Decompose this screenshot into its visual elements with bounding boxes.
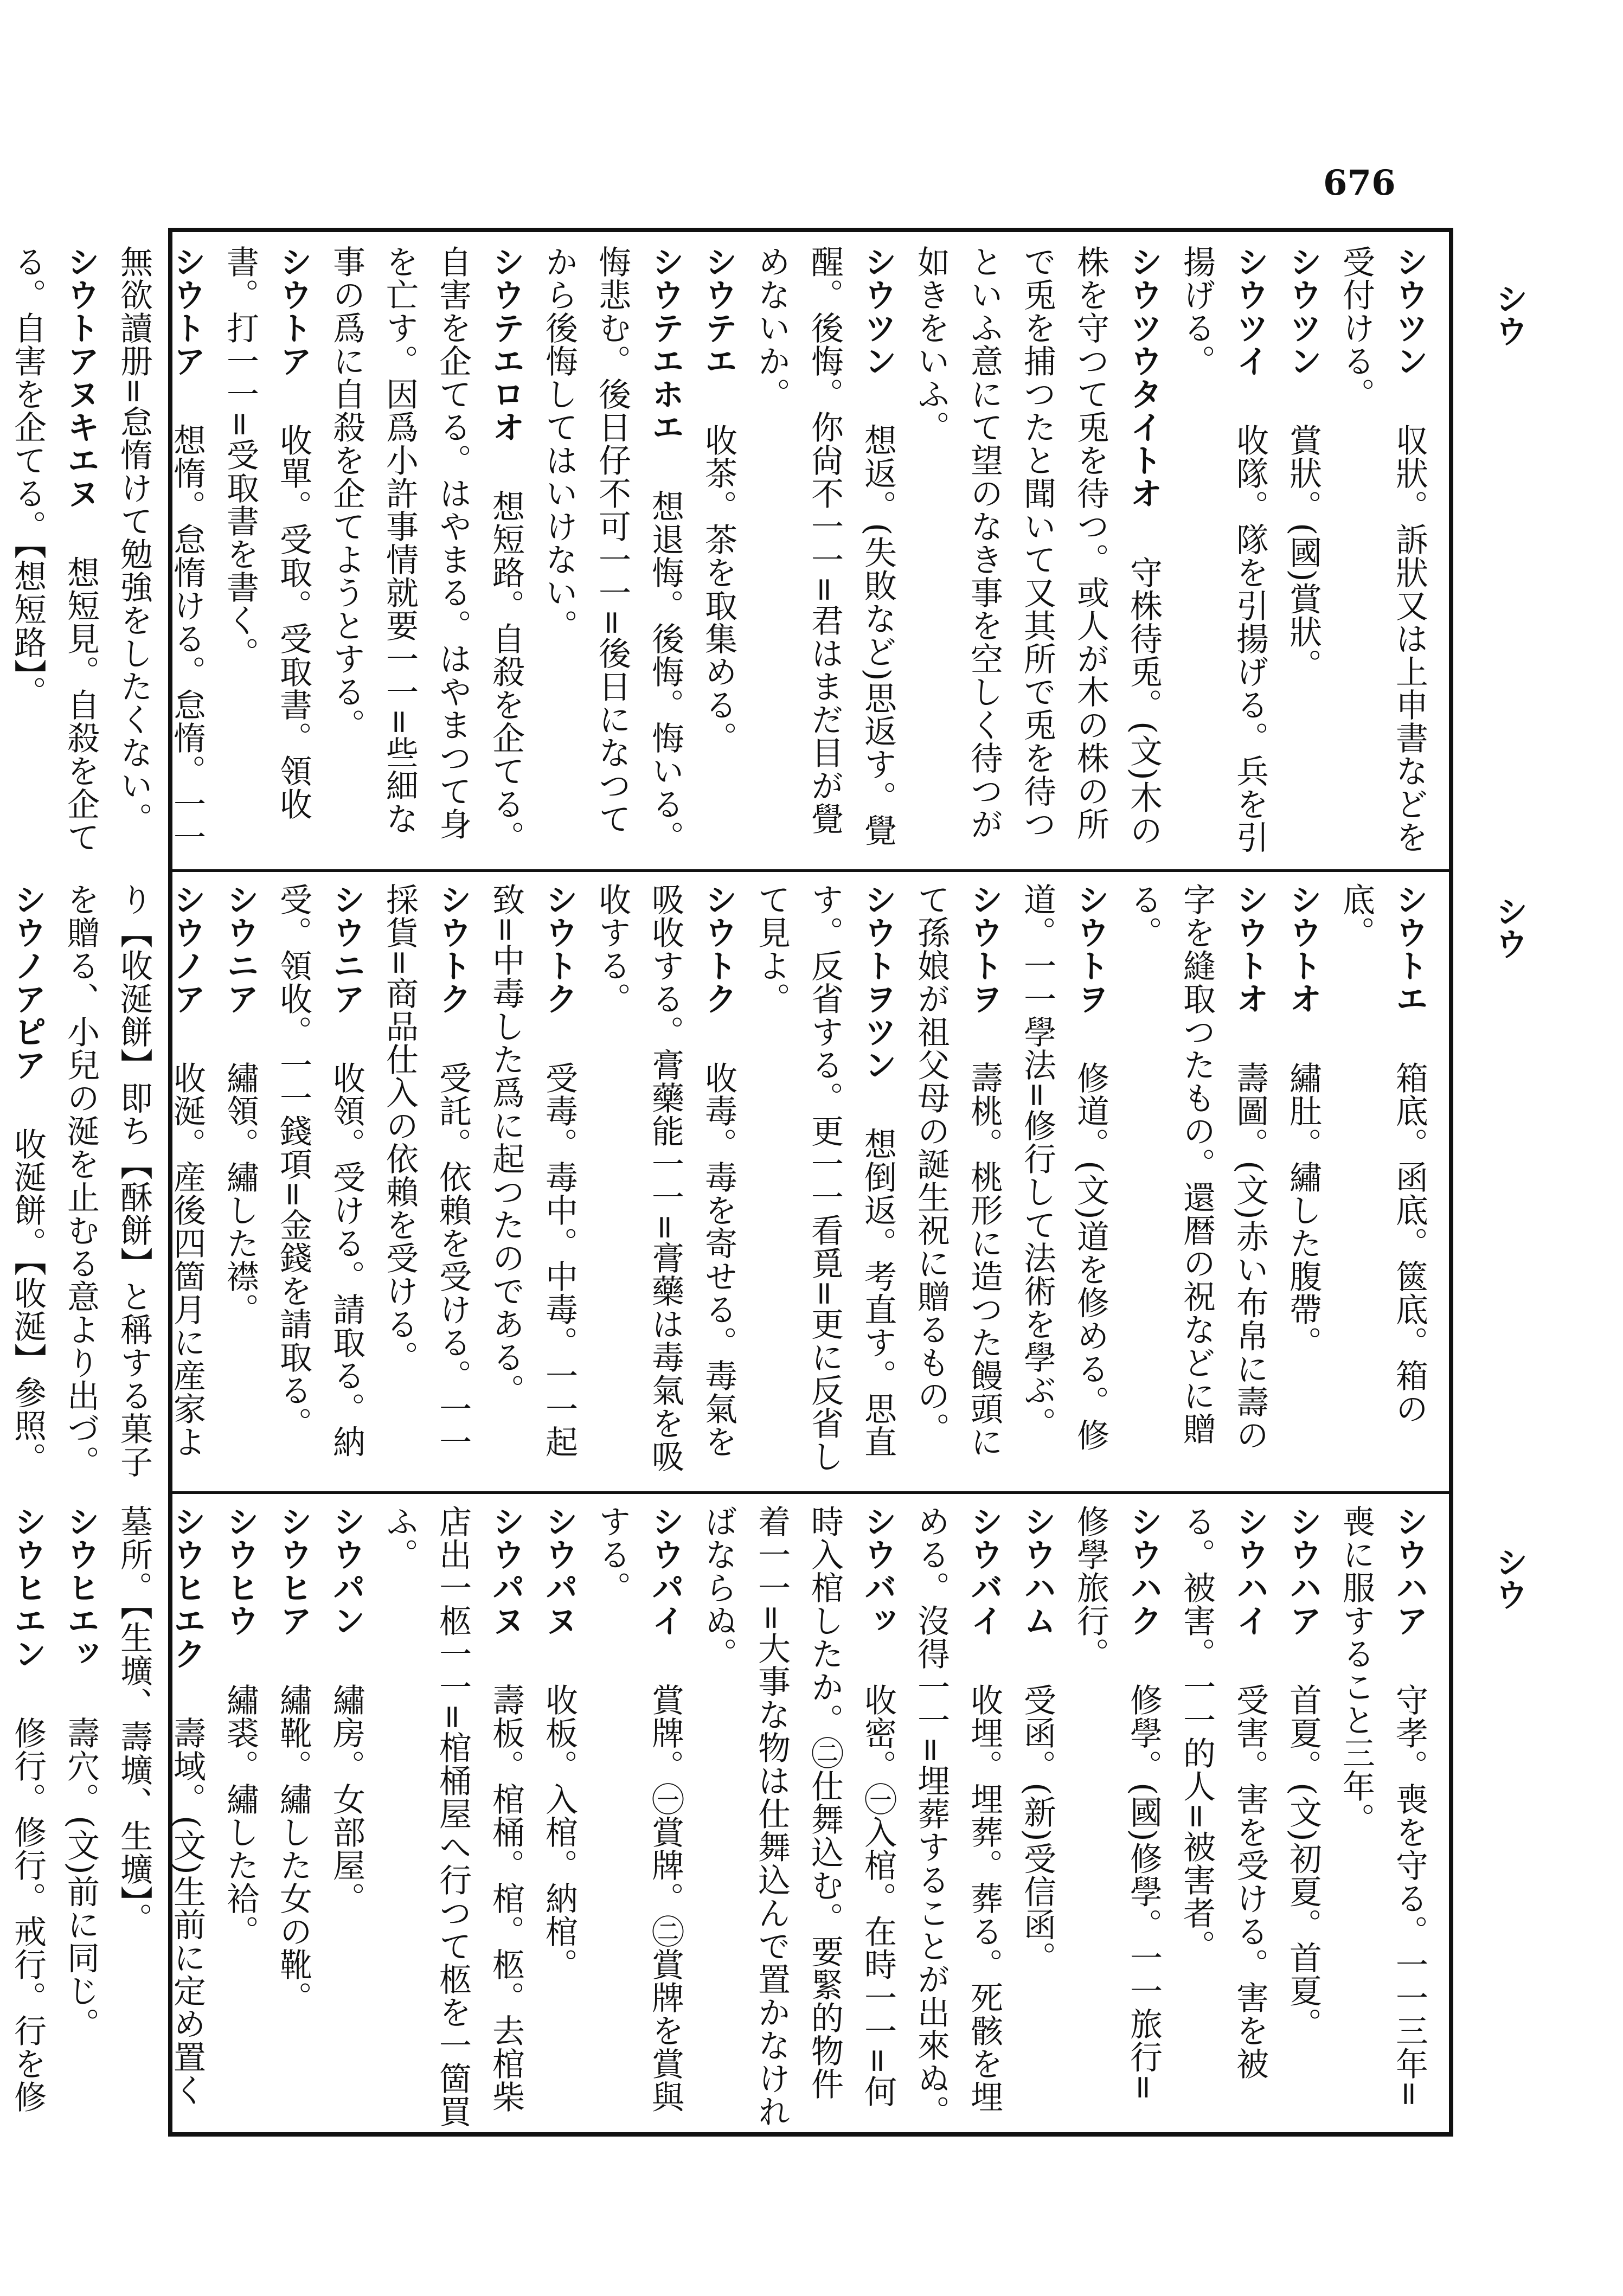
dictionary-entry [1276,245,1330,858]
entry-definition: 收單。受取。受取書。領收書。打一一=受取書を書く。 [221,245,312,820]
entry-headword: シウツン [1390,245,1428,377]
dictionary-frame [9,228,1453,2137]
dictionary-entry [1170,1505,1276,2128]
entry-definition: 想返。(失敗など)思返す。覺醒。後悔。你尙不一一=君はまだ目が覺めないか。 [753,245,897,847]
entry-definition: 想短路。自殺を企てる。自害を企てる。はやまる。はやまつて身を亡す。因爲小許事情就要一一=些細な事の爲に自殺を企てようとする。 [328,245,525,854]
entry-definition: 想倒返。考直す。思直す。反省する。更一一看覓=更に反省して見よ。 [753,883,897,1473]
entry-headword: シウトオ [1284,883,1322,1015]
dictionary-entry [1330,245,1436,858]
entry-definition: 箱底。函底。篋底。箱の底。 [1337,883,1428,1425]
entry-headword: シウヒア [274,1505,312,1637]
entry-definition: 收毒。毒を寄せる。毒氣を吸收する。膏藥能一一=膏藥は毒氣を吸收する。 [593,883,737,1473]
dictionary-entry [107,1505,214,2128]
entry-headword: シウトク [434,883,472,1015]
entry-headword: シウヒエッ [62,1505,100,1670]
entry-headword: シウトアヌキエヌ [62,245,100,510]
entry-definition: 收隊。隊を引揚げる。兵を引揚げる。 [1178,245,1269,854]
dictionary-entry [373,883,479,1479]
dictionary-entry [586,1505,692,2128]
entry-headword: シウテエロオ [487,245,525,444]
entry-headword: シウトオ [1231,883,1269,1015]
entry-headword: シウバイ [965,1505,1003,1637]
dictionary-entry [692,245,745,858]
entry-headword: シウテエ [700,245,737,377]
entry-headword: シウツン [1284,245,1322,377]
entry-headword: シウツン [859,245,897,377]
entry-definition: 守株待兎。(文)木の株を守つて兎を待つ。或人が木の株の所で兎を捕つたと聞いて又其所で兎を待つといふ意にて望のなき事を空しく待つが如きをいふ。 [912,245,1163,847]
entry-headword: シウパヌ [540,1505,578,1637]
entry-definition: 首夏。(文)初夏。首夏。 [1284,1683,1322,2041]
dictionary-entry [54,883,214,1479]
entry-definition: 收涎。産後四箇月に産家より【收涎餅】即ち【酥餅】と稱する菓子を贈る、小兒の涎を止むる意より出づ。 [62,883,206,1478]
dictionary-entry [107,245,214,858]
dictionary-entry [904,883,1011,1479]
dictionary-entry [267,883,373,1479]
entry-definition: 修道。(文)道を修める。修道。一一學法=修行して法術を學ぶ。 [1018,883,1109,1452]
dictionary-entry [320,1505,373,2128]
entry-definition: 收密。㊀入棺。在時一一=何時入棺したか。㊁仕舞込む。要緊的物件着一一=大事な物は仕舞込んで置かなければならぬ。 [700,1505,897,2128]
entry-definition: 賞牌。㊀賞牌。㊁賞牌を賞與する。 [593,1505,684,2113]
entry-headword: シウトエ [1390,883,1428,1015]
dictionary-entry [533,1505,586,2128]
dictionary-entry [1330,1505,1436,2128]
band-middle [9,883,1436,1479]
entry-headword: シウトク [700,883,737,1015]
entry-definition: 壽桃。桃形に造つた饅頭にて孫娘が祖父母の誕生祝に贈るもの。 [912,883,1003,1458]
entry-definition: 受託。依賴を受ける。一一採貨=商品仕入の依賴を受ける。 [381,883,472,1458]
entry-headword: シウハイ [1231,1505,1269,1637]
entry-definition: 受毒。毒中。中毒。一一起致=中毒した爲に起つたのである。 [487,883,578,1458]
entry-definition: 受害。害を受ける。害を被る。被害。一一的人=被害者。 [1178,1505,1269,2080]
entry-headword: シウヒエク [168,1505,206,1670]
entry-definition: 收涎餅。【收涎】參照。 [9,1127,47,1475]
entry-headword: シウパン [328,1505,365,1637]
band-top [9,245,1436,858]
dictionary-entry [214,245,320,858]
entry-headword: シウトア [274,245,312,377]
entry-definition: 壽穴。(文)前に同じ。 [62,1716,100,2041]
entry-headword: シウノア [168,883,206,1015]
entry-definition: 收埋。埋葬。葬る。死骸を埋める。沒得一一=埋葬することが出來ぬ。 [912,1505,1003,2128]
entry-headword: シウニア [221,883,259,1015]
entry-definition: 受函。(新)受信函。 [1018,1683,1056,1974]
dictionary-entry [267,1505,320,2128]
entry-headword: シウハム [1018,1505,1056,1637]
entry-definition: 修行。修行。戒行。行を修 [9,1716,47,2113]
dictionary-entry [1170,245,1276,858]
dictionary-entry [1011,883,1117,1479]
dictionary-entry [479,883,586,1479]
band-bottom [9,1505,1436,2128]
entry-definition: 收領。受ける。請取る。納受。領收。一一錢項=金錢を請取る。 [274,883,365,1458]
entry-definition: 修學。(國)修學。一一旅行=修學旅行。 [1072,1505,1163,2102]
dictionary-entry [1,245,107,858]
entry-headword: シウパイ [646,1505,684,1637]
entry-definition: 想短見。自殺を企てる。自害を企てる。【想短路】。 [9,245,100,854]
entry-definition: 繡裘。繡した袷。 [221,1683,259,1948]
entry-headword: シウパヌ [487,1505,525,1637]
dictionary-entry [1011,1505,1064,2128]
dictionary-entry [1,883,54,1479]
entry-headword: シウテエホエ [646,245,684,444]
entry-headword: シウヒエン [9,1505,47,1670]
entry-definition: 賞狀。(國)賞狀。 [1284,424,1322,682]
entry-definition: 守孝。喪を守る。一一三年=喪に服すること三年。 [1337,1505,1428,2108]
dictionary-entry [373,1505,533,2128]
dictionary-entry [54,1505,107,2128]
dictionary-entry [1117,883,1276,1479]
entry-headword: シウトヲ [965,883,1003,1015]
entry-definition: 繡靴。繡した女の靴。 [274,1683,312,2014]
dictionary-entry [0,1505,54,2128]
entry-definition: 壽域。(文)生前に定め置く墓所。【生壙、壽壙、生壙】。 [115,1505,206,2107]
page-number: 676 [1323,163,1396,203]
guide-word-middle: シウ [1490,895,1528,960]
entry-headword: シウニア [328,883,365,1015]
entry-definition: 收茶。茶を取集める。 [700,424,737,754]
entry-headword: シウツウタイトオ [1125,245,1163,510]
dictionary-entry [1276,883,1330,1479]
guide-word-bottom: シウ [1490,1545,1528,1611]
entry-headword: シウトヲツン [859,883,897,1081]
dictionary-entry [1276,1505,1330,2128]
entry-headword: シウトヲ [1072,883,1109,1015]
entry-definition: 繡房。女部屋。 [328,1683,365,1915]
entry-definition: 壽板。棺桶。棺。柩。去棺柴店出一柩一一=棺桶屋へ行つて柩を一箇買ふ。 [381,1505,525,2128]
dictionary-entry [214,1505,267,2128]
dictionary-entry [745,883,904,1479]
entry-headword: シウハク [1125,1505,1163,1637]
dictionary-entry [904,245,1170,858]
entry-headword: シウヒウ [221,1505,259,1637]
dictionary-entry [1330,883,1436,1479]
dictionary-entry [745,245,904,858]
dictionary-entry [320,245,533,858]
dictionary-entry [586,883,745,1479]
entry-headword: シウツイ [1231,245,1269,377]
entry-headword: シウハア [1390,1505,1428,1637]
entry-headword: シウノアピア [9,883,47,1081]
entry-definition: 想惰。怠惰ける。怠惰。一一無欲讀册=怠惰けて勉強をしたくない。 [115,245,206,854]
band-divider [172,869,1449,872]
entry-definition: 繡領。繡した襟。 [221,1061,259,1326]
entry-headword: シウバッ [859,1505,897,1637]
dictionary-entry [214,883,267,1479]
entry-definition: 収狀。訴狀又は上申書などを受付ける。 [1337,245,1428,854]
dictionary-entry [1064,1505,1170,2128]
entry-definition: 壽圖。(文)赤い布帛に壽の字を縫取つたもの。還暦の祝などに贈る。 [1125,883,1269,1452]
entry-headword: シウハア [1284,1505,1322,1637]
dictionary-entry [533,245,692,858]
guide-word-top: シウ [1490,282,1528,347]
entry-headword: シウトク [540,883,578,1015]
band-divider [172,1491,1449,1494]
dictionary-entry [904,1505,1011,2128]
entry-definition: 收板。入棺。納棺。 [540,1683,578,1981]
entry-headword: シウトア [168,245,206,377]
dictionary-entry [692,1505,904,2128]
entry-definition: 想退悔。後悔。悔いる。悔悲む。後日仔不可一一=後日になつてから後悔してはいけない。 [540,245,684,854]
entry-definition: 繡肚。繡した腹帶。 [1284,1061,1322,1359]
